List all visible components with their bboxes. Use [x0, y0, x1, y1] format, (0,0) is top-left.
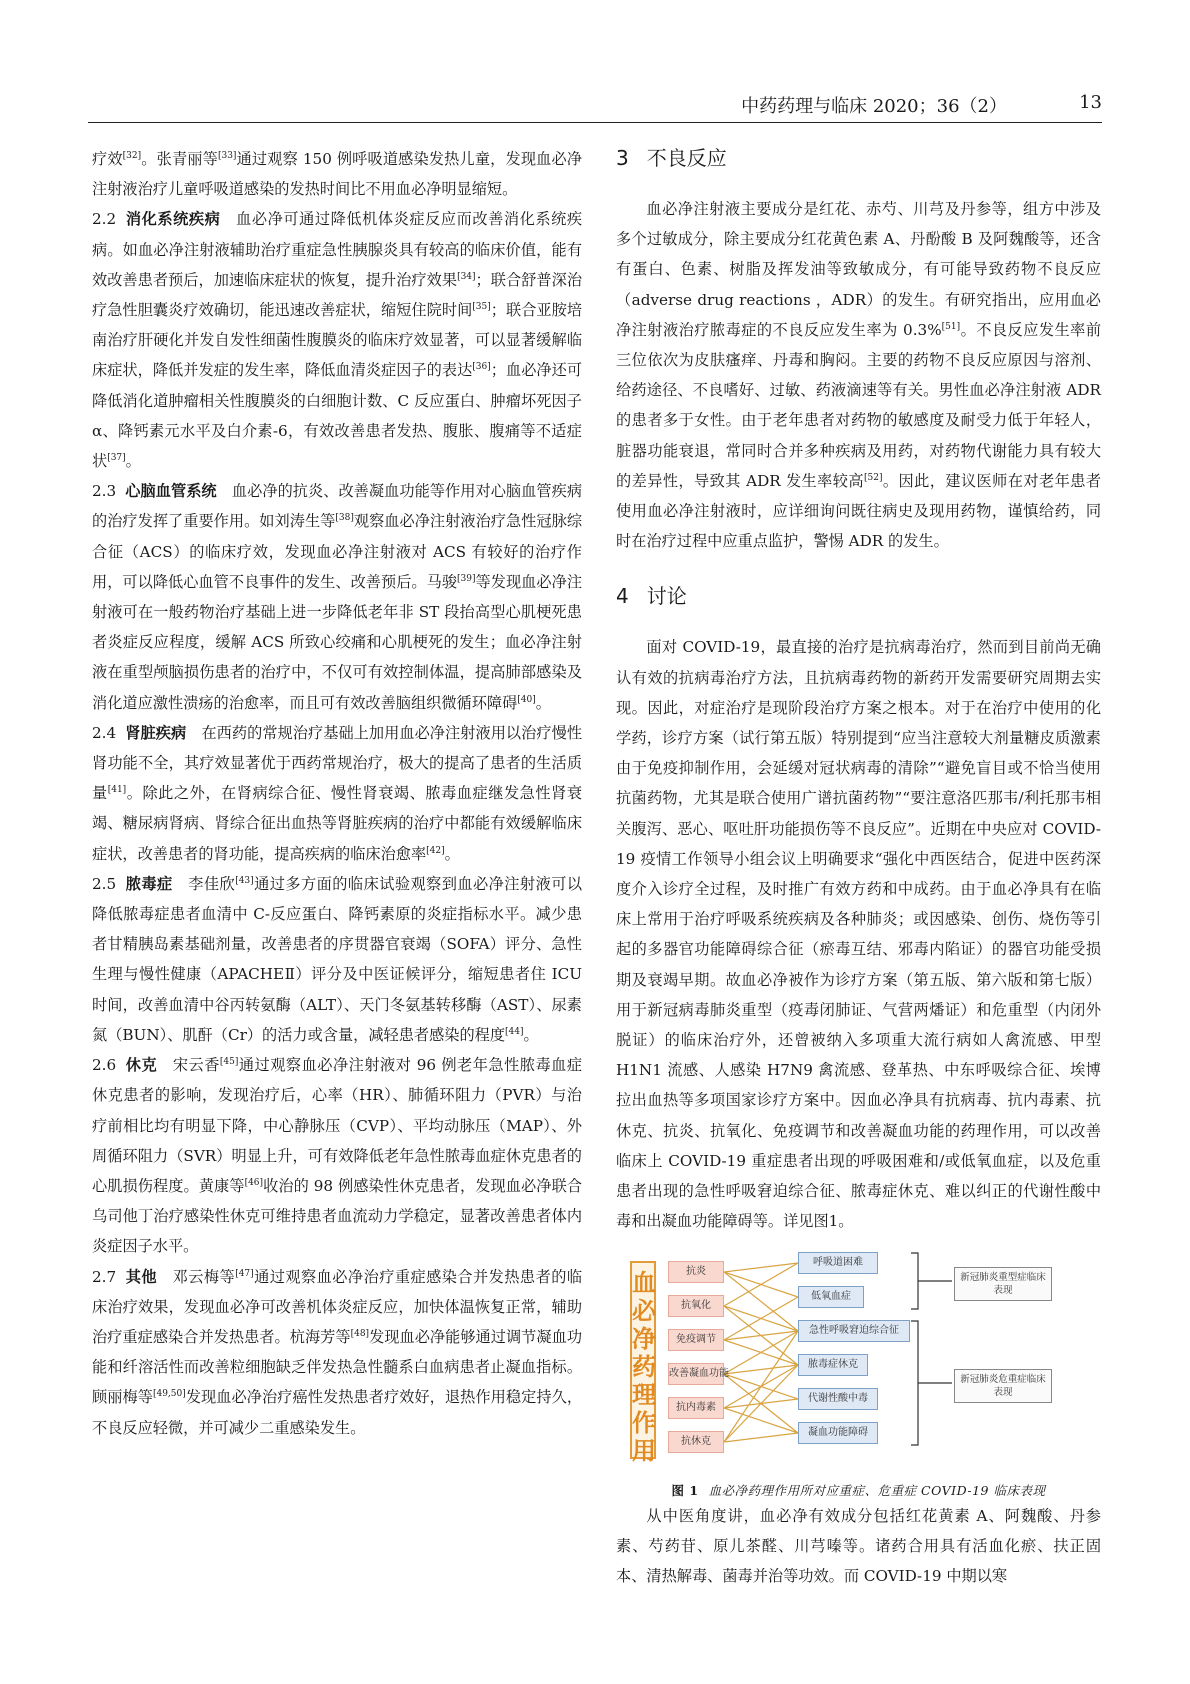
page-header: [88, 90, 1102, 123]
figure-action-box: 抗休克: [668, 1431, 724, 1453]
figure-action-box: 抗内毒素: [668, 1397, 724, 1419]
page-number: 13: [1079, 92, 1102, 113]
figure-result-critical: 新冠肺炎危重症临床表现: [954, 1369, 1052, 1403]
figure-symptom-box: 急性呼吸窘迫综合征: [798, 1320, 910, 1342]
section-2-2: 2.2 消化系统疾病 血必净可通过降低机体炎症反应而改善消化系统疾病。如血必净注射液辅助治疗重症急性胰腺炎具有较高的临床价值，能有效改善患者预后，加速临床症状的恢复，提升治疗效果[34]；联合舒普深治疗急性胆囊炎疗效确切，能迅速改善症状，缩短住院时间[35]；联合亚胺培南治疗肝硬化并发自发性细菌性腹膜炎的临床疗效显著，可以显著缓解临床症状，降低并发症的发生率，降低血清炎症因子的表达[36]；血必净还可降低消化道肿瘤相关性腹膜炎的白细胞计数、C 反应蛋白、肿瘤坏死因子 α、降钙素元水平及白介素-6，有效改善患者发热、腹胀、腹痛等不适症状[37]。: [92, 210, 583, 471]
subsection-title: 其他: [125, 1267, 157, 1286]
figure-symptom-box: 低氧血症: [798, 1286, 864, 1308]
figure-symptom-box: 代谢性酸中毒: [798, 1388, 878, 1410]
figure-symptom-box: 凝血功能障碍: [798, 1422, 878, 1444]
section-3-heading: 3 不良反应: [616, 146, 727, 170]
subsection-title: 心脑血管系统: [125, 482, 217, 501]
subsection-title: 休克: [125, 1056, 158, 1075]
left-column: [92, 144, 582, 1443]
figure-1: [616, 1245, 1101, 1477]
right-column: [616, 144, 1101, 1591]
figure-caption: 图 1 血必净药理作用所对应重症、危重症 COVID-19 临床表现: [671, 1482, 1046, 1498]
subsection-title: 肾脏疾病: [125, 723, 187, 742]
section-4-paragraph-1: 面对 COVID-19，最直接的治疗是抗病毒治疗，然而到目前尚无确认有效的抗病毒治疗方法，且抗病毒药物的新药开发需要研究周期去实现。因此，对症治疗是现阶段治疗方案之根本。对于在治疗中使用的化学药，诊疗方案（试行第五版）特别提到“应当注意较大剂量糖皮质激素由于免疫抑制作用，会延缓对冠状病毒的清除”“避免盲目或不恰当使用抗菌药物，尤其是联合使用广谱抗菌药物”“要注意洛匹那韦/利托那韦相关腹泻、恶心、呕吐肝功能损伤等不良反应”。近期在中央应对 COVID-19 疫情工作领导小组会议上明确要求“强化中西医结合，促进中医药深度介入诊疗全过程，及时推广有效方药和中成药。由于血必净具有在临床上常用于治疗呼吸系统疾病及各种肺炎；或因感染、创伤、烧伤等引起的多器官功能障碍综合征（瘀毒互结、邪毒内陷证）的器官功能受损期及衰竭早期。故血必净被作为诊疗方案（第五版、第六版和第七版）用于新冠病毒肺炎重型（疫毒闭肺证、气营两燔证）和危重型（内闭外脱证）的临床治疗外，还曾被纳入多项重大流行病如人禽流感、甲型 H1N1 流感、人感染 H7N9 禽流感、登革热、中东呼吸综合征、埃博拉出血热等多项国家诊疗方案中。因血必净具有抗病毒、抗内毒素、抗休克、抗炎、抗氧化、免疫调节和改善凝血功能的药理作用，可以改善临床上 COVID-19 重症患者出现的呼吸困难和/或低氧血症，以及危重患者出现的急性呼吸窘迫综合征、脓毒症休克、难以纠正的代谢性酸中毒和出凝血功能障碍等。详见图1。: [616, 638, 1101, 1231]
journal-title: 中药药理与临床 2020；36（2）: [741, 96, 1007, 117]
figure-action-box: 改善凝血功能: [668, 1363, 724, 1385]
figure-action-box: 免疫调节: [668, 1329, 724, 1351]
paragraph-continued: 疗效[32]。张青丽等[33]通过观察 150 例呼吸道感染发热儿童，发现血必净注射液治疗儿童呼吸道感染的发热时间比不用血必净明显缩短。: [92, 150, 583, 199]
subsection-title: 脓毒症: [125, 874, 173, 893]
figure-result-severe: 新冠肺炎重型症临床表现: [954, 1267, 1052, 1301]
section-4-paragraph-2: 从中医角度讲，血必净有效成分包括红花黄素 A、阿魏酸、丹参素、芍药苷、原儿茶醛、川芎嗪等。诸药合用具有活血化瘀、扶正固本、清热解毒、菌毒并治等功效。而 COVID-19 中期以寒: [616, 1506, 1101, 1585]
section-4-heading: 4 讨论: [616, 584, 687, 609]
section-2-5: 2.5 脓毒症 李佳欣[43]通过多方面的临床试验观察到血必净注射液可以降低脓毒症患者血清中 C-反应蛋白、降钙素原的炎症指标水平。减少患者甘精胰岛素基础剂量，改善患者的序贯器官衰竭（SOFA）评分、急性生理与慢性健康（APACHEⅡ）评分及中医证候评分，缩短患者住 ICU 时间，改善血清中谷丙转氨酶（ALT）、天门冬氨基转移酶（AST）、尿素氮（BUN）、肌酐（Cr）的活力或含量，减轻患者感染的程度[44]。: [92, 874, 583, 1044]
section-3-paragraph: 血必净注射液主要成分是红花、赤芍、川芎及丹参等，组方中涉及多个过敏成分，除主要成分红花黄色素 A、丹酚酸 B 及阿魏酸等，还含有蛋白、色素、树脂及挥发油等致敏成分，有可能导致药物不良反应（adverse drug reactions ，ADR）的发生。有研究指出，应用血必净注射液治疗脓毒症的不良反应发生率为 0.3%[51]。不良反应发生率前三位依次为皮肤瘙痒、丹毒和胸闷。主要的药物不良反应原因与溶剂、给药途径、不良嗜好、过敏、药液滴速等有关。男性血必净注射液 ADR 的患者多于女性。由于老年患者对药物的敏感度及耐受力低于年轻人，脏器功能衰退，常同时合并多种疾病及用药，对药物代谢能力具有较大的差异性，导致其 ADR 发生率较高[52]。因此，建议医师在对老年患者使用血必净注射液时，应详细询问既往病史及现用药物，谨慎给药，同时在治疗过程中应重点监护，警惕 ADR 的发生。: [616, 200, 1102, 551]
figure-action-box: 抗炎: [668, 1261, 724, 1283]
figure-symptom-box: 呼吸道困难: [798, 1252, 878, 1274]
section-2-7: 2.7 其他 邓云梅等[47]通过观察血必净治疗重症感染合并发热患者的临床治疗效果，发现血必净可改善机体炎症反应，加快体温恢复正常，辅助治疗重症感染合并发热患者。杭海芳等[48]发现血必净能够通过调节凝血功能和纤溶活性而改善粒细胞缺乏伴发热急性髓系白血病患者止凝血指标。顾丽梅等[49,50]发现血必净治疗癌性发热患者疗效好，退热作用稳定持久，不良反应轻微，并可减少二重感染发生。: [92, 1267, 583, 1437]
section-2-6: 2.6 休克 宋云香[45]通过观察血必净注射液对 96 例老年急性脓毒血症休克患者的影响，发现治疗后，心率（HR）、肺循环阻力（PVR）与治疗前相比均有明显下降，中心静脉压（CVP）、平均动脉压（MAP）、外周循环阻力（SVR）明显上升，可有效降低老年急性脓毒血症休克患者的心肌损伤程度。黄康等[46]收治的 98 例感染性休克患者，发现血必净联合乌司他丁治疗感染性休克可维持患者血流动力学稳定，显著改善患者体内炎症因子水平。: [92, 1056, 583, 1256]
figure-vertical-label: 血必净药理作用: [630, 1261, 656, 1459]
figure-action-box: 抗氧化: [668, 1295, 724, 1317]
section-2-4: 2.4 肾脏疾病 在西药的常规治疗基础上加用血必净注射液用以治疗慢性肾功能不全，其疗效显著优于西药常规治疗，极大的提高了患者的生活质量[41]。除此之外，在肾病综合征、慢性肾衰竭、脓毒血症继发急性肾衰竭、糖尿病肾病、肾综合征出血热等肾脏疾病的治疗中都能有效缓解临床症状，改善患者的肾功能，提高疾病的临床治愈率[42]。: [92, 723, 583, 863]
figure-symptom-box: 脓毒症休克: [798, 1354, 868, 1376]
section-2-3: 2.3 心脑血管系统 血必净的抗炎、改善凝血功能等作用对心脑血管疾病的治疗发挥了重要作用。如刘涛生等[38]观察血必净注射液治疗急性冠脉综合征（ACS）的临床疗效，发现血必净注射液对 ACS 有较好的治疗作用，可以降低心血管不良事件的发生、改善预后。马骏[39]等发现血必净注射液可在一般药物治疗基础上进一步降低老年非 ST 段抬高型心肌梗死患者炎症反应程度，缓解 ACS 所致心绞痛和心肌梗死的发生；血必净注射液在重型颅脑损伤患者的治疗中，不仅可有效控制体温，提高肺部感染及消化道应激性溃疡的治愈率，而且可有效改善脑组织微循环障碍[40]。: [92, 482, 583, 712]
subsection-title: 消化系统疾病: [125, 210, 221, 229]
